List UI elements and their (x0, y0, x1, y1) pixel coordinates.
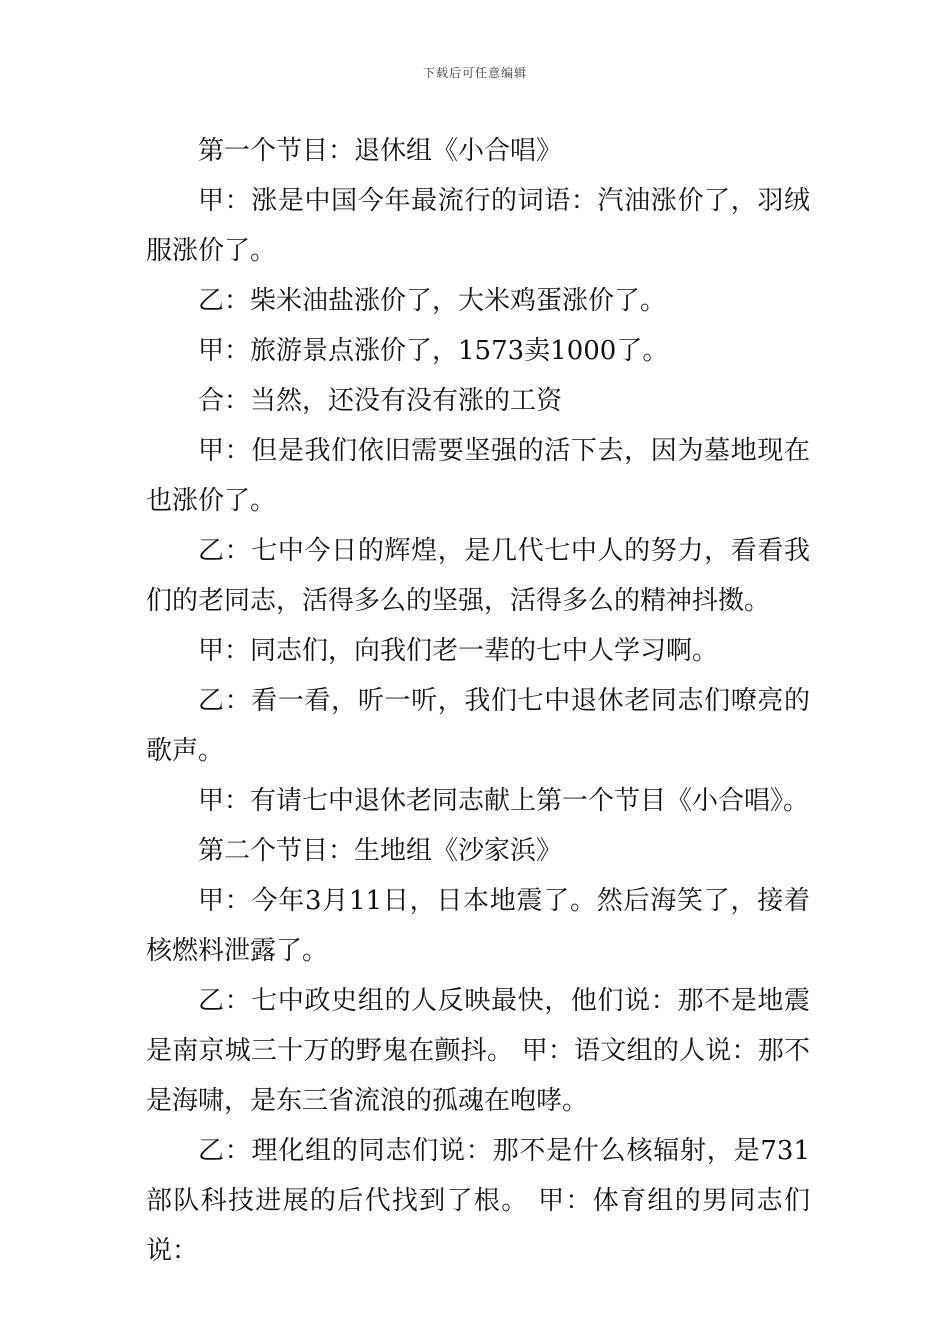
paragraph: 乙：七中政史组的人反映最快，他们说：那不是地震是南京城三十万的野鬼在颤抖。 甲：语文组的人说：那不是海啸，是东三省流浪的孤魂在咆哮。 (146, 986, 810, 1116)
paragraph: 合：当然，还没有没有涨的工资 (198, 386, 563, 416)
paragraph: 乙：看一看，听一听，我们七中退休老同志们嘹亮的歌声。 (146, 686, 810, 766)
paragraph: 甲：有请七中退休老同志献上第一个节目《小合唱》。 (198, 786, 810, 816)
paragraph: 甲：涨是中国今年最流行的词语：汽油涨价了，羽绒服涨价了。 (146, 186, 810, 266)
paragraph: 甲：但是我们依旧需要坚强的活下去，因为墓地现在也涨价了。 (146, 436, 810, 516)
paragraph-program-2-title: 第二个节目：生地组《沙家浜》 (198, 836, 563, 866)
paragraph: 甲：同志们，向我们老一辈的七中人学习啊。 (198, 636, 719, 666)
paragraph-program-1-title: 第一个节目：退休组《小合唱》 (198, 136, 563, 166)
paragraph: 甲：旅游景点涨价了，1573卖1000了。 (198, 336, 669, 366)
paragraph: 乙：理化组的同志们说：那不是什么核辐射，是731部队科技进展的后代找到了根。 甲：体育组的男同志们说： (146, 1136, 810, 1266)
document-body (146, 126, 810, 1276)
paragraph: 甲：今年3月11日，日本地震了。然后海笑了，接着核燃料泄露了。 (146, 886, 810, 966)
paragraph: 乙：柴米油盐涨价了，大米鸡蛋涨价了。 (198, 286, 667, 316)
paragraph: 乙：七中今日的辉煌，是几代七中人的努力，看看我们的老同志，活得多么的坚强，活得多么的精神抖擞。 (146, 536, 810, 616)
page-header-note: 下载后可任意编辑 (422, 66, 527, 80)
